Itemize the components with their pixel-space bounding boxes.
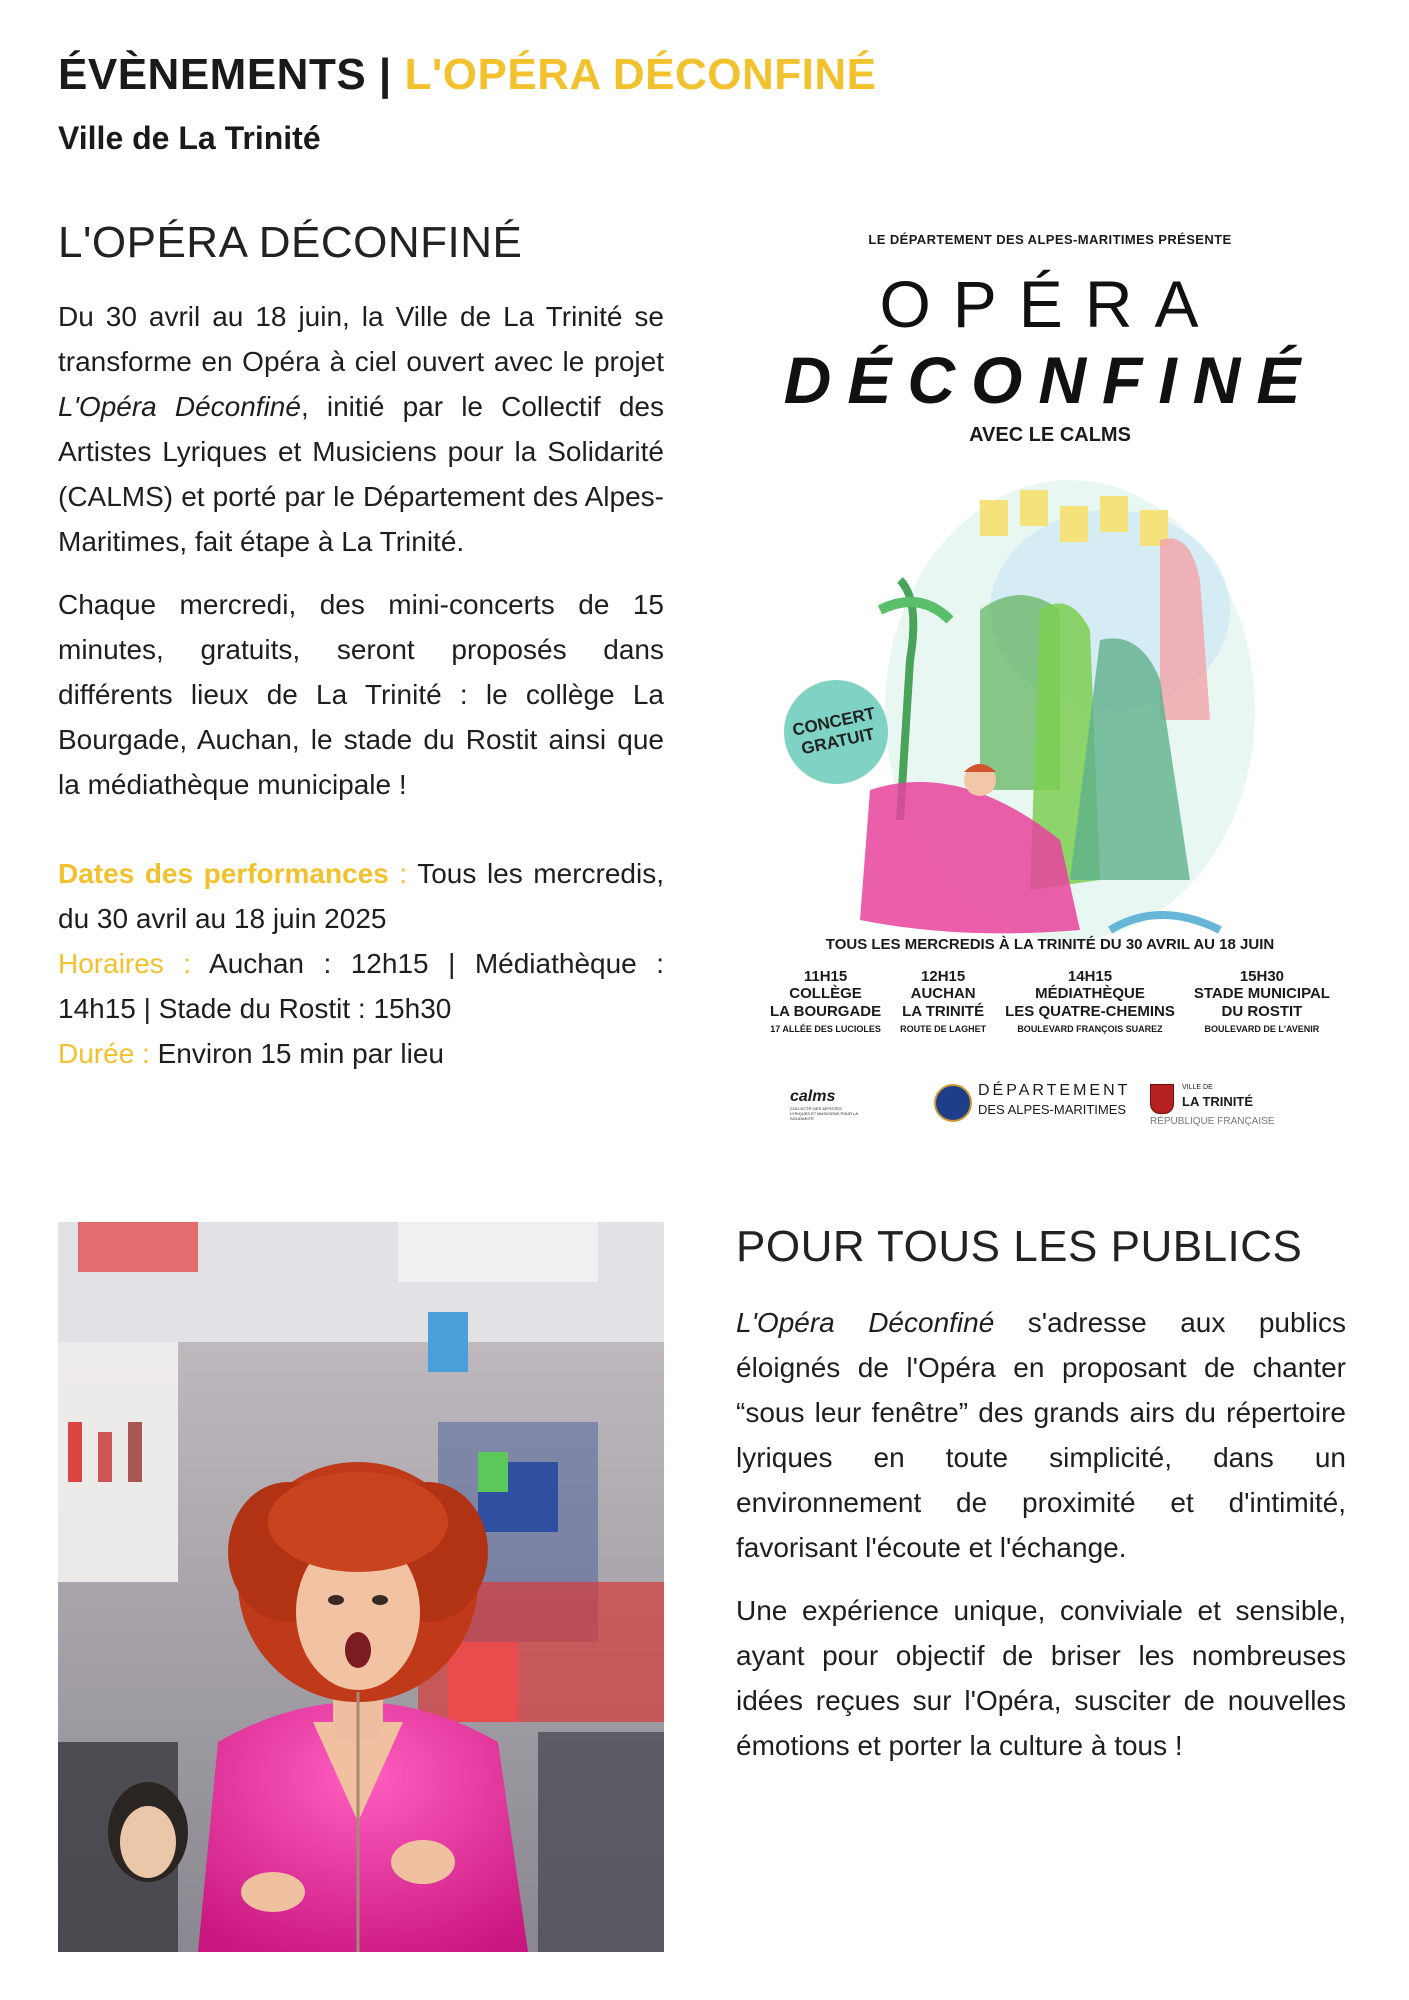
venue-address: 17 ALLÉE DES LUCIOLES <box>770 1024 881 1034</box>
singer-photo-image <box>58 1222 664 1952</box>
page-header <box>58 50 876 100</box>
venue-time: 12H15 <box>921 968 966 985</box>
section1-text <box>58 294 664 1076</box>
ville-logo <box>1150 1082 1300 1138</box>
badge-text: CONCERT GRATUIT <box>790 703 877 759</box>
header-accent-title: L'OPÉRA DÉCONFINÉ <box>404 50 877 99</box>
p1-italic-title: L'Opéra Déconfiné <box>58 391 301 422</box>
schedule-dates: 30 AVRIL AU 18 JUIN <box>1125 936 1275 953</box>
ville-crest-icon <box>1150 1084 1174 1114</box>
section1-title: L'OPÉRA DÉCONFINÉ <box>58 218 523 267</box>
venue-name: AUCHAN LA TRINITÉ <box>902 985 985 1020</box>
calms-logo-word: calms <box>790 1088 836 1105</box>
calms-logo-sub: COLLECTIF DES ARTISTES LYRIQUES ET MUSICIENS POUR LA SOLIDARITÉ <box>790 1106 858 1121</box>
departement-logo <box>934 1082 1164 1132</box>
venue-name: STADE MUNICIPAL DU ROSTIT <box>1193 985 1330 1020</box>
duree-value: Environ 15 min par lieu <box>157 1038 444 1069</box>
venue-1 <box>770 968 881 1034</box>
horaires-label: Horaires : <box>58 948 210 979</box>
p1-text-b: , initié par le Collectif des Artistes Lyriques et Musiciens pour la Solidarité (CALMS) et porté par le Département des Alpes-Maritimes, fait étape à La Trinité. <box>58 391 664 557</box>
section2-paragraph-1 <box>736 1300 1346 1570</box>
venue-3 <box>1005 968 1175 1034</box>
section1-paragraph-1 <box>58 294 664 564</box>
dates-value: Tous les mercredis, du 30 avril au 18 juin 2025 <box>58 858 664 934</box>
poster-avec: AVEC LE CALMS <box>969 424 1131 446</box>
poster-title-deconfine: DÉCONFINÉ <box>783 343 1317 417</box>
dept-logo-line1: DÉPARTEMENT <box>978 1082 1131 1099</box>
venue-time: 11H15 <box>803 968 848 985</box>
ville-logo-line3: RÉPUBLIQUE FRANÇAISE <box>1150 1116 1275 1127</box>
s2-p1-rest: s'adresse aux publics éloignés de l'Opéra en proposant de chanter “sous leur fenêtre” des grands airs du répertoire lyriques en toute simplicité, dans un environnement de proximité et d'intimité, favorisant l'écoute et l'échange. <box>736 1307 1346 1563</box>
p1-text-a: Du 30 avril au 18 juin, la Ville de La Trinité se transforme en Opéra à ciel ouvert avec le projet <box>58 301 664 377</box>
venue-address: BOULEVARD DE L'AVENIR <box>1204 1024 1320 1034</box>
section2-paragraph-2: Une expérience unique, conviviale et sensible, ayant pour objectif de briser les nombreuses idées reçues sur l'Opéra, susciter de nouvelles émotions et porter la culture à tous ! <box>736 1595 1346 1761</box>
singer-photo <box>58 1222 664 1952</box>
poster-illustration <box>860 460 1260 960</box>
section2-text <box>736 1300 1346 1768</box>
duree-label: Durée : <box>58 1038 158 1069</box>
header-subtitle: Ville de La Trinité <box>58 120 321 156</box>
venue-2 <box>900 968 986 1034</box>
schedule-prefix: TOUS LES MERCREDIS À LA TRINITÉ DU <box>825 936 1126 953</box>
venue-address: ROUTE DE LAGHET <box>900 1024 987 1034</box>
venue-time: 15H30 <box>1239 968 1285 985</box>
dates-label: Dates des performances <box>58 858 389 889</box>
poster-venues <box>770 968 1330 1034</box>
venue-4 <box>1194 968 1330 1034</box>
calms-logo <box>790 1088 860 1128</box>
dept-logo-line2: DES ALPES-MARITIMES <box>978 1102 1127 1117</box>
section1-paragraph-2: Chaque mercredi, des mini-concerts de 15 minutes, gratuits, seront proposés dans différents lieux de La Trinité : le collège La Bourgade, Auchan, le stade du Rostit ainsi que la médiathèque municipale ! <box>58 589 664 800</box>
poster-presents: LE DÉPARTEMENT DES ALPES-MARITIMES PRÉSENTE <box>868 232 1232 247</box>
header-prefix: ÉVÈNEMENTS | <box>58 50 392 99</box>
venue-time: 14H15 <box>1067 968 1113 985</box>
ville-logo-line2: LA TRINITÉ <box>1182 1094 1254 1109</box>
venue-address: BOULEVARD FRANÇOIS SUAREZ <box>1017 1024 1163 1034</box>
s2-italic-title: L'Opéra Déconfiné <box>736 1307 995 1338</box>
venue-name: COLLÈGE LA BOURGADE <box>770 985 882 1020</box>
event-poster <box>770 232 1330 1144</box>
poster-logos <box>770 1082 1330 1142</box>
venue-name: MÉDIATHÈQUE LES QUATRE-CHEMINS <box>1005 985 1175 1020</box>
poster-schedule-title <box>770 936 1330 953</box>
dates-sep: : <box>388 858 418 889</box>
section2-title: POUR TOUS LES PUBLICS <box>736 1222 1303 1271</box>
departement-seal-icon <box>934 1084 972 1122</box>
ville-logo-line1: VILLE DE <box>1182 1084 1213 1091</box>
dates-line <box>58 851 664 1076</box>
horaires-value: Auchan : 12h15 | Médiathèque : 14h15 | Stade du Rostit : 15h30 <box>58 948 664 1024</box>
poster-title-opera: OPÉRA <box>879 267 1221 341</box>
